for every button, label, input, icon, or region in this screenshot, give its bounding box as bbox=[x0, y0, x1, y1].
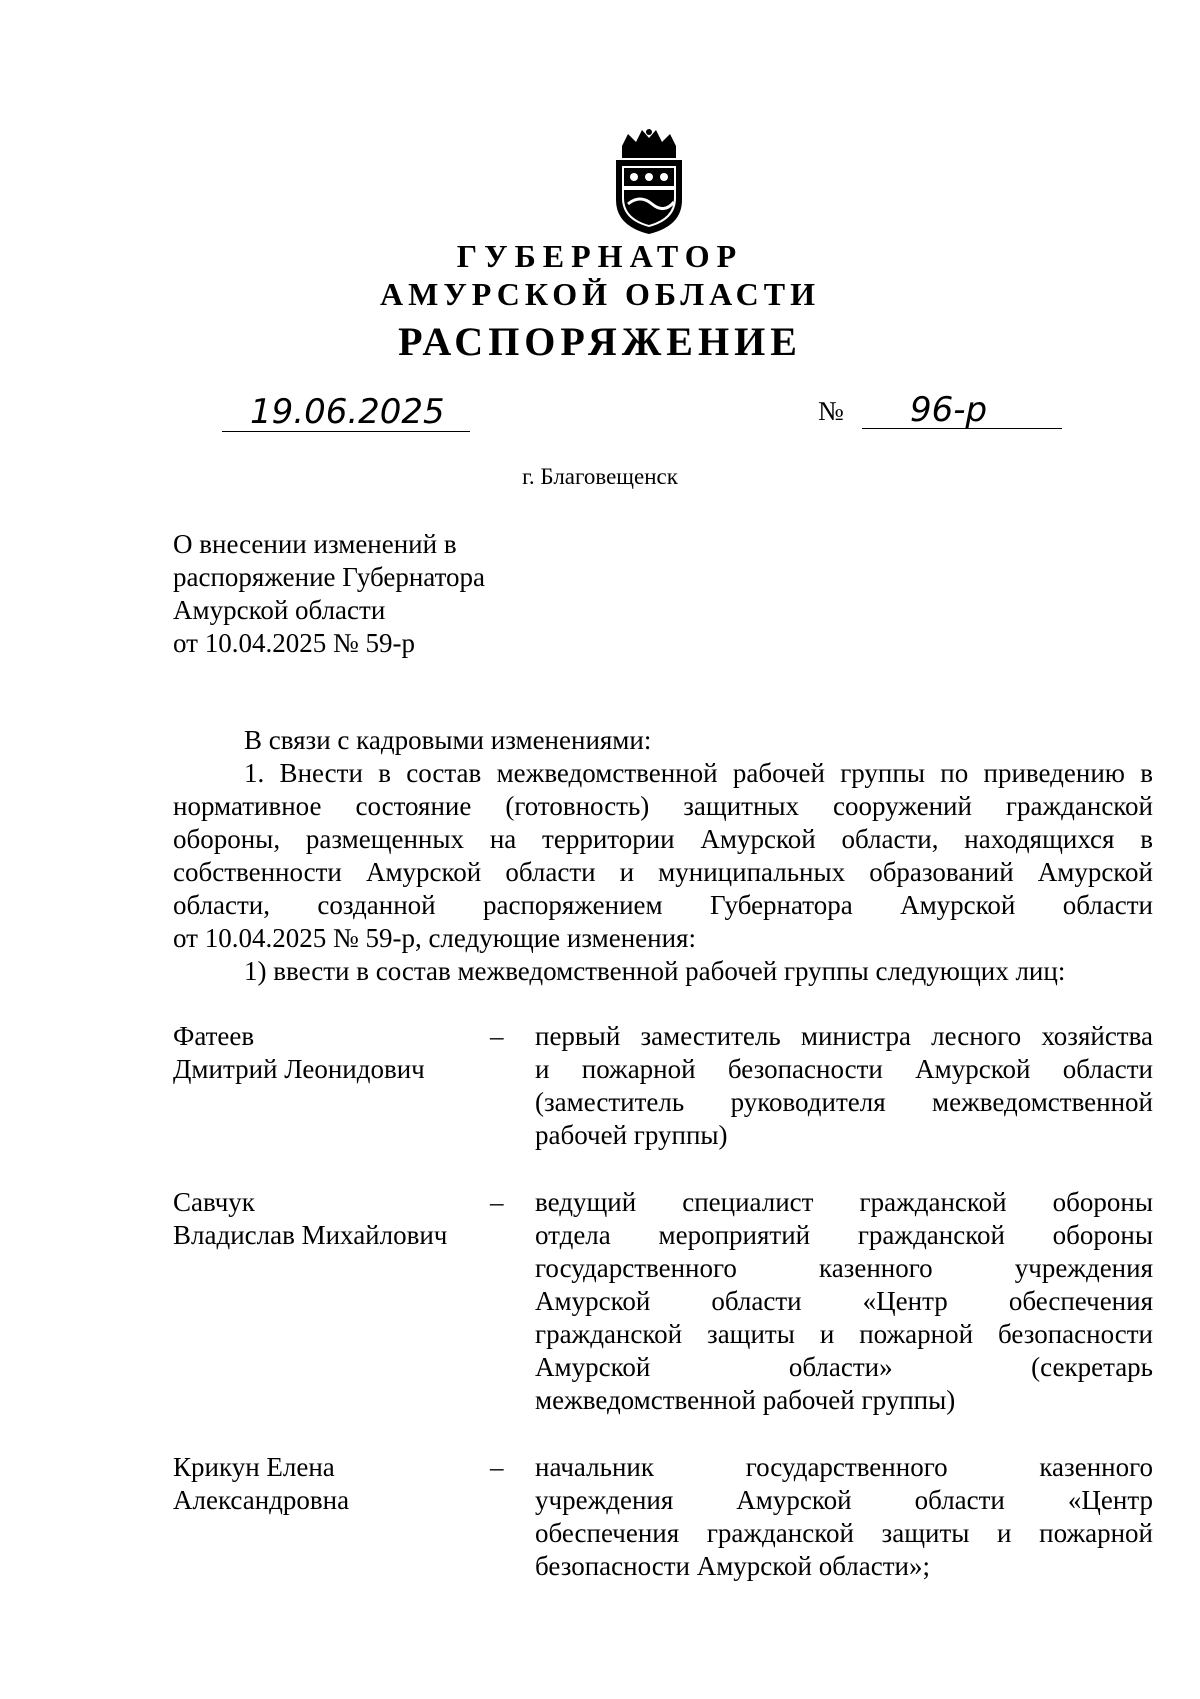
member-position bbox=[535, 1020, 1153, 1152]
date-underline bbox=[222, 431, 470, 432]
issue-city: г. Благовещенск bbox=[522, 464, 678, 489]
position-line: (заместитель руководителя межведомственной bbox=[535, 1087, 1153, 1117]
document-type: РАСПОРЯЖЕНИЕ bbox=[398, 319, 802, 364]
item1-line: нормативное состояние (готовность) защитных сооружений гражданской bbox=[173, 791, 1153, 821]
member-dash: – bbox=[490, 1187, 504, 1217]
document-subject bbox=[173, 528, 485, 660]
position-line: и пожарной безопасности Амурской области bbox=[535, 1054, 1153, 1084]
position-line: безопасности Амурской области»; bbox=[535, 1551, 930, 1581]
position-line: рабочей группы) bbox=[535, 1120, 728, 1150]
issuer-title: ГУБЕРНАТОР bbox=[456, 238, 744, 274]
subitem1-paragraph: 1) ввести в состав межведомственной рабочей группы следующих лиц: bbox=[244, 956, 1066, 986]
subject-line: Амурской области bbox=[173, 595, 386, 625]
member-name bbox=[173, 1020, 425, 1086]
position-line: обеспечения гражданской защиты и пожарной bbox=[535, 1518, 1153, 1548]
item1-line: 1. Внести в состав межведомственной рабочей группы по приведению в bbox=[244, 758, 1153, 788]
position-line: Амурской области «Центр обеспечения bbox=[535, 1286, 1153, 1316]
position-line: гражданской защиты и пожарной безопасности bbox=[535, 1319, 1153, 1349]
position-line: отдела мероприятий гражданской обороны bbox=[535, 1220, 1153, 1250]
intro-paragraph: В связи с кадровыми изменениями: bbox=[244, 725, 652, 755]
position-line: межведомственной рабочей группы) bbox=[535, 1385, 956, 1415]
document-number: 96-р bbox=[910, 390, 988, 430]
member-surname: Фатеев bbox=[173, 1021, 255, 1051]
number-sign: № bbox=[818, 396, 844, 426]
document-date: 19.06.2025 bbox=[250, 392, 445, 432]
number-underline bbox=[862, 428, 1062, 429]
member-given-names: Дмитрий Леонидович bbox=[173, 1054, 425, 1084]
position-line: ведущий специалист гражданской обороны bbox=[535, 1187, 1153, 1217]
member-position bbox=[535, 1186, 1153, 1417]
subject-line: О внесении изменений в bbox=[173, 529, 457, 559]
position-line: начальник государственного казенного bbox=[535, 1452, 1153, 1482]
item1-line: собственности Амурской области и муниципальных образований Амурской bbox=[173, 857, 1153, 887]
member-name bbox=[173, 1186, 447, 1252]
issuer-region: АМУРСКОЙ ОБЛАСТИ bbox=[380, 276, 820, 312]
position-line: государственного казенного учреждения bbox=[535, 1253, 1153, 1283]
subject-line: от 10.04.2025 № 59-р bbox=[173, 628, 415, 658]
position-line: первый заместитель министра лесного хозяйства bbox=[535, 1021, 1153, 1051]
item1-line: обороны, размещенных на территории Амурской области, находящихся в bbox=[173, 824, 1153, 854]
coat-of-arms-emblem bbox=[608, 128, 690, 236]
position-line: учреждения Амурской области «Центр bbox=[535, 1485, 1153, 1515]
member-given-names: Владислав Михайлович bbox=[173, 1220, 448, 1250]
item1-line: области, созданной распоряжением Губернатора Амурской области bbox=[173, 890, 1153, 920]
member-dash: – bbox=[490, 1452, 504, 1482]
position-line: Амурской области» (секретарь bbox=[535, 1352, 1153, 1382]
member-position bbox=[535, 1451, 1153, 1583]
subject-line: распоряжение Губернатора bbox=[173, 562, 486, 592]
item1-line: от 10.04.2025 № 59-р, следующие изменения: bbox=[173, 923, 696, 953]
member-dash: – bbox=[490, 1021, 504, 1051]
member-name bbox=[173, 1451, 349, 1517]
member-given-names: Александровна bbox=[173, 1485, 350, 1515]
member-surname: Савчук bbox=[173, 1187, 255, 1217]
member-surname: Крикун Елена bbox=[173, 1452, 335, 1482]
